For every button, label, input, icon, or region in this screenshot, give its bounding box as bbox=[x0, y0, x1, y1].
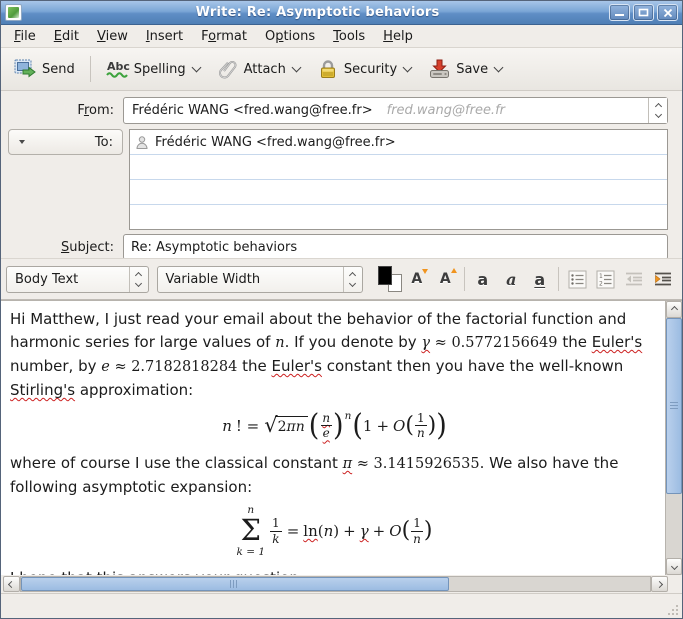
recipient-row-empty[interactable] bbox=[130, 205, 667, 230]
open-paren: ( bbox=[308, 408, 320, 444]
fraction-n-over-e: $\frac{n}{e}$ bbox=[322, 411, 331, 441]
body-text-segment: number, by bbox=[10, 357, 102, 375]
security-label: Security bbox=[343, 61, 398, 77]
spinner-down-icon bbox=[654, 111, 661, 118]
increase-font-size-button[interactable] bbox=[431, 265, 460, 293]
body-text-segment: ≈ 0.5772156649 bbox=[430, 335, 558, 351]
send-button[interactable] bbox=[7, 54, 82, 84]
font-value: Variable Width bbox=[165, 271, 261, 287]
close-icon bbox=[663, 8, 673, 18]
recipient-row-empty[interactable] bbox=[130, 155, 667, 180]
bullet-list-icon bbox=[568, 270, 587, 289]
maximize-icon bbox=[638, 8, 649, 17]
recipient-row-empty[interactable] bbox=[130, 180, 667, 205]
maximize-button[interactable] bbox=[633, 4, 654, 21]
exponent: n bbox=[344, 409, 352, 422]
square-root bbox=[264, 415, 308, 436]
thumb-grip-icon bbox=[230, 580, 239, 588]
minimize-icon bbox=[614, 8, 625, 17]
menu-help[interactable]: Help bbox=[383, 28, 413, 44]
spelling-label: Spelling bbox=[133, 61, 186, 77]
subject-label: Subject: bbox=[61, 239, 114, 255]
main-toolbar bbox=[1, 48, 682, 91]
to-label: To: bbox=[94, 134, 113, 150]
close-paren: ) bbox=[436, 408, 447, 444]
subject-input[interactable] bbox=[123, 234, 668, 260]
body-text-segment: Stirling's bbox=[10, 381, 76, 399]
math-token: 1 bbox=[362, 416, 373, 435]
spinner-up-icon bbox=[349, 271, 356, 278]
body-text-segment: Hi Matthew, I just read your email about the behavior of the factorial function and harmonic series for large values of bbox=[10, 310, 627, 351]
format-separator bbox=[464, 267, 465, 291]
foreground-color-swatch bbox=[378, 266, 392, 285]
recipient-list bbox=[129, 129, 668, 230]
scroll-down-button[interactable] bbox=[666, 558, 682, 575]
underline-button[interactable] bbox=[526, 265, 555, 293]
harmonic-series-formula bbox=[10, 505, 659, 558]
close-paren: ) bbox=[423, 518, 433, 544]
math-token: n bbox=[222, 416, 232, 435]
body-text-segment: γ bbox=[421, 335, 431, 351]
menu-bar bbox=[1, 25, 682, 48]
svg-text:2: 2 bbox=[599, 280, 604, 287]
math-token: + bbox=[372, 522, 386, 541]
spelling-icon bbox=[106, 58, 129, 80]
fraction-1-over-k: $\frac{1}{k}$ bbox=[272, 516, 280, 546]
math-token: + bbox=[343, 522, 356, 541]
spelling-dropdown-chevron-icon bbox=[191, 62, 201, 72]
attach-button[interactable] bbox=[210, 54, 308, 84]
font-spinner bbox=[343, 267, 362, 292]
numbered-list-icon bbox=[596, 270, 615, 289]
format-toolbar bbox=[1, 258, 682, 300]
decrease-font-size-button[interactable] bbox=[403, 265, 432, 293]
vertical-scrollbar[interactable] bbox=[665, 301, 682, 575]
save-button[interactable] bbox=[421, 54, 510, 84]
bullet-list-button[interactable] bbox=[563, 265, 592, 293]
indent-icon bbox=[653, 270, 673, 288]
spelling-button[interactable] bbox=[99, 54, 208, 84]
fraction-1-over-n: $\frac{1}{n}$ bbox=[416, 411, 425, 441]
body-text-segment: ≈ 2.7182818284 bbox=[109, 359, 238, 375]
menu-tools[interactable]: Tools bbox=[333, 28, 366, 44]
window-title: Write: Re: Asymptotic behaviors bbox=[195, 5, 440, 20]
menu-view[interactable]: View bbox=[96, 28, 128, 44]
radicand: 2πn bbox=[275, 416, 308, 435]
from-row bbox=[1, 97, 668, 124]
body-text-segment: constant then you have the well-known bbox=[321, 357, 624, 375]
bold-button[interactable] bbox=[469, 265, 498, 293]
body-text-segment: . We also have the following asymptotic expansion: bbox=[10, 453, 619, 496]
security-icon bbox=[317, 58, 339, 80]
window-controls bbox=[609, 4, 678, 21]
recipient-type-button[interactable] bbox=[8, 129, 123, 155]
scroll-up-icon bbox=[670, 306, 677, 313]
fraction-1-over-n: $\frac{1}{n}$ bbox=[413, 516, 421, 546]
message-body-area bbox=[1, 300, 682, 575]
body-text-segment: where of course I use the classical constant bbox=[10, 453, 343, 472]
bold-icon: a bbox=[477, 269, 489, 289]
body-paragraph bbox=[10, 452, 659, 499]
vertical-scroll-thumb[interactable] bbox=[666, 318, 682, 494]
scroll-right-button[interactable] bbox=[651, 576, 668, 592]
horizontal-scroll-track[interactable] bbox=[20, 576, 651, 592]
horizontal-scrollbar[interactable] bbox=[1, 575, 682, 593]
stirling-formula bbox=[10, 408, 659, 444]
resize-grip[interactable] bbox=[667, 604, 679, 616]
sum-upper-limit: n bbox=[247, 503, 255, 516]
scroll-left-icon bbox=[8, 580, 15, 587]
ln-token: ln bbox=[303, 522, 318, 541]
body-text-segment: π bbox=[342, 455, 353, 472]
security-button[interactable] bbox=[310, 54, 419, 84]
text-color-picker[interactable] bbox=[377, 265, 403, 293]
from-identity-select[interactable] bbox=[123, 97, 668, 124]
minimize-button[interactable] bbox=[609, 4, 630, 21]
sigma-icon: Σ bbox=[240, 513, 262, 548]
menu-format[interactable]: Format bbox=[201, 28, 247, 44]
scroll-up-button[interactable] bbox=[666, 301, 682, 318]
math-token: ) bbox=[333, 522, 340, 541]
underline-icon: a bbox=[534, 269, 546, 289]
paragraph-format-value: Body Text bbox=[15, 271, 79, 287]
italic-icon: a bbox=[506, 269, 517, 289]
paragraph-format-select[interactable] bbox=[6, 266, 149, 293]
recipients-row bbox=[1, 129, 668, 230]
open-paren: ( bbox=[352, 408, 363, 444]
save-icon bbox=[428, 58, 451, 80]
recipient-row[interactable] bbox=[130, 130, 667, 155]
open-paren: ( bbox=[405, 412, 414, 438]
window-compose-icon[interactable] bbox=[5, 4, 22, 21]
body-text-segment: ≈ 3.1415926535 bbox=[352, 455, 480, 472]
indent-button[interactable] bbox=[648, 265, 677, 293]
numbered-list-button[interactable] bbox=[591, 265, 620, 293]
body-text-segment: the bbox=[557, 333, 592, 351]
from-identity-hint: fred.wang@free.fr bbox=[386, 103, 505, 118]
math-token: n bbox=[323, 522, 334, 541]
decrease-font-size-icon: A bbox=[411, 271, 423, 287]
svg-text:Abc: Abc bbox=[106, 60, 130, 73]
close-paren: ) bbox=[333, 408, 344, 444]
menu-options[interactable]: Options bbox=[264, 28, 316, 44]
menu-file[interactable]: File bbox=[14, 28, 36, 44]
send-icon bbox=[14, 58, 37, 80]
svg-text:1: 1 bbox=[599, 272, 604, 280]
body-paragraph bbox=[10, 308, 659, 402]
gamma-token: γ bbox=[359, 522, 369, 541]
body-text-segment: . If you denote by bbox=[284, 333, 422, 351]
attach-dropdown-chevron-icon bbox=[291, 62, 301, 72]
math-token: ! = bbox=[235, 416, 260, 435]
security-dropdown-chevron-icon bbox=[403, 62, 413, 72]
menu-edit[interactable]: Edit bbox=[53, 28, 79, 44]
math-token: ( bbox=[317, 522, 324, 541]
save-dropdown-chevron-icon bbox=[494, 62, 504, 72]
outdent-icon bbox=[624, 270, 644, 288]
toolbar-separator bbox=[90, 56, 91, 82]
spinner-down-icon bbox=[349, 279, 356, 286]
body-text-segment: Euler's bbox=[591, 333, 643, 351]
outdent-button[interactable] bbox=[620, 265, 649, 293]
scroll-left-button[interactable] bbox=[3, 576, 20, 592]
subject-row bbox=[1, 234, 668, 260]
scroll-right-icon bbox=[656, 580, 663, 587]
math-token: = bbox=[286, 522, 300, 541]
recipient-address: Frédéric WANG <fred.wang@free.fr> bbox=[155, 134, 396, 150]
message-body-editor[interactable] bbox=[1, 301, 665, 575]
titlebar[interactable] bbox=[1, 1, 682, 25]
scroll-down-icon bbox=[670, 563, 677, 570]
from-spinner[interactable] bbox=[648, 98, 667, 123]
summation bbox=[237, 505, 266, 558]
big-o: O bbox=[389, 522, 402, 541]
save-label: Save bbox=[456, 61, 489, 77]
vertical-scroll-track[interactable] bbox=[666, 494, 682, 558]
attach-icon bbox=[217, 58, 239, 80]
body-text-segment: n bbox=[275, 335, 285, 351]
close-paren: ) bbox=[427, 412, 437, 438]
font-select[interactable] bbox=[157, 266, 363, 293]
spinner-up-icon bbox=[654, 103, 661, 110]
body-text-segment: the bbox=[237, 357, 272, 375]
big-o: O bbox=[393, 416, 406, 435]
italic-button[interactable] bbox=[497, 265, 526, 293]
horizontal-scroll-thumb[interactable] bbox=[21, 577, 449, 591]
body-text-segment: Euler's bbox=[271, 357, 322, 375]
status-bar bbox=[1, 593, 682, 618]
radical-sign: √ bbox=[264, 413, 278, 438]
triangle-up-icon bbox=[451, 268, 457, 273]
body-text-segment: e bbox=[101, 359, 110, 375]
menu-insert[interactable]: Insert bbox=[145, 28, 184, 44]
body-text-segment: approximation: bbox=[75, 381, 194, 399]
spinner-down-icon bbox=[135, 279, 142, 286]
paragraph-format-spinner bbox=[129, 267, 148, 292]
math-token: + bbox=[376, 416, 390, 435]
triangle-down-icon bbox=[422, 269, 428, 274]
close-button[interactable] bbox=[657, 4, 678, 21]
send-label: Send bbox=[42, 61, 75, 77]
format-separator bbox=[558, 267, 559, 291]
sum-lower-limit: k = 1 bbox=[236, 545, 266, 558]
thumb-grip-icon bbox=[670, 402, 678, 410]
attach-label: Attach bbox=[243, 61, 286, 77]
open-paren: ( bbox=[401, 518, 411, 544]
increase-font-size-icon: A bbox=[439, 271, 451, 287]
from-identity-value: Frédéric WANG <fred.wang@free.fr> bbox=[132, 103, 373, 118]
from-label: From: bbox=[77, 103, 114, 118]
person-icon bbox=[135, 135, 149, 150]
addressing-area bbox=[1, 91, 682, 258]
spinner-up-icon bbox=[135, 271, 142, 278]
